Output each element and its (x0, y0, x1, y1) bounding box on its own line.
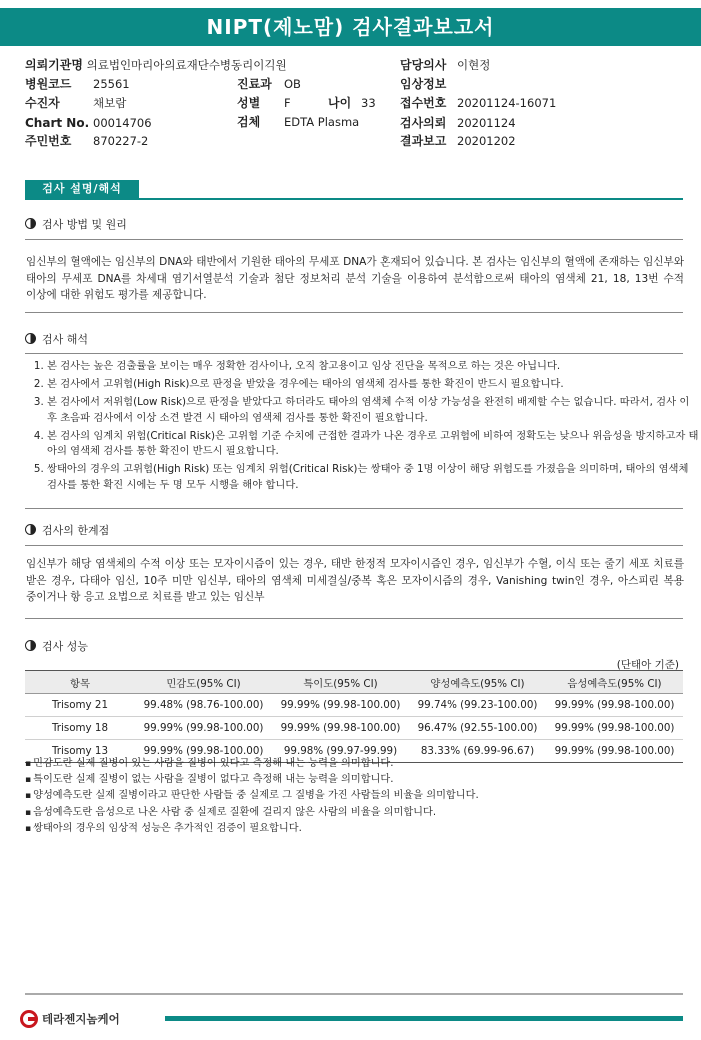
list-item: 5. 쌍태아의 경우의 고위험(High Risk) 또는 임계치 위험(Critical Risk)는 쌍태아 중 1명 이상이 해당 위험도를 가졌음을 의미하며, 태아의 염색체 검사를 통한 확진 시에는 두 명 모두 시행을 해야 합니다. (47, 462, 699, 493)
patient-field: 수진자 채보람 (25, 96, 127, 110)
table-cell: 99.74% (99.23-100.00) (409, 694, 546, 717)
column-header: 음성예측도(95% CI) (546, 671, 683, 694)
table-cell: 99.99% (99.98-100.00) (272, 717, 409, 740)
half-circle-icon (25, 640, 36, 651)
department-field: 진료과 OB (237, 77, 301, 91)
receipt-no-field: 접수번호 20201124-16071 (400, 96, 557, 110)
specimen-field: 검체 EDTA Plasma (237, 115, 360, 129)
age-field: 나이 33 (328, 96, 376, 110)
report-title: NIPT(제노맘) 검사결과보고서 (0, 8, 701, 46)
logo-icon (20, 1010, 38, 1028)
logo-text: 테라젠지놈케어 (42, 1012, 120, 1026)
table-cell: 99.99% (99.98-100.00) (135, 717, 272, 740)
method-text: 임신부의 혈액에는 임신부의 DNA와 태반에서 기원한 태아의 무세포 DNA가 혼재되어 있습니다. 본 검사는 임신부의 혈액에 존재하는 임신부와 태아의 무세포 DNA를 차세대 염기서열분석 기술과 첨단 정보처리 분석 기술을 이용하여 분석함으로써 태아의 염색체 21, 18, 13번 수적 이상에 대한 위험도 평가를 제공합니다. (26, 256, 684, 301)
performance-heading: 검사 성능 (25, 640, 88, 654)
table-cell: 83.33% (69.99-96.67) (409, 740, 546, 763)
half-circle-icon (25, 218, 36, 229)
table-row (25, 694, 683, 717)
table-cell: 99.99% (99.98-100.00) (546, 740, 683, 763)
divider (25, 545, 683, 546)
method-heading: 검사 방법 및 원리 (25, 218, 127, 232)
divider (25, 508, 683, 509)
list-item: 4. 본 검사의 임계치 위험(Critical Risk)은 고위험 기준 수치에 근접한 결과가 나온 경우로 고위험에 비하여 정확도는 낮으나 위음성을 방지하고자 태아의 염색체 검사를 통한 확진이 반드시 필요합니다. (47, 429, 699, 460)
table-cell: 99.99% (99.98-100.00) (272, 694, 409, 717)
list-item: 3. 본 검사에서 저위험(Low Risk)으로 판정을 받았다고 하더라도 태아의 염색체 수적 이상 가능성을 완전히 배제할 수는 없습니다. 따라서, 검사 이후 초음파 검사에서 이상 소견 발견 시 태아의 염색체 검사를 통한 확진이 필요합니다. (47, 395, 699, 426)
section-tab: 검사 설명/해석 (25, 180, 139, 198)
note-item: ▪ 쌍태아의 경우의 임상적 성능은 추가적인 검증이 필요합니다. (35, 821, 479, 837)
half-circle-icon (25, 524, 36, 535)
table-cell: 96.47% (92.55-100.00) (409, 717, 546, 740)
performance-table (25, 670, 683, 763)
clinical-info-field: 임상정보 (400, 77, 447, 91)
request-date-field: 검사의뢰 20201124 (400, 116, 516, 130)
note-item: ▪ 음성예측도란 음성으로 나온 사람 중 실제로 질환에 걸리지 않은 사람의 비율을 의미합니다. (35, 805, 479, 821)
table-cell: 99.99% (99.98-100.00) (135, 740, 272, 763)
list-item: 1. 본 검사는 높은 검출률을 보이는 매우 정확한 검사이나, 오직 참고용이고 임상 진단을 목적으로 하는 것은 아닙니다. (47, 359, 699, 375)
company-logo (20, 1009, 120, 1029)
divider (25, 353, 683, 354)
table-cell: Trisomy 21 (25, 694, 135, 717)
unit-note: (단태아 기준) (616, 659, 679, 671)
divider (25, 239, 683, 240)
footer-divider (25, 993, 683, 995)
list-item: 2. 본 검사에서 고위험(High Risk)으로 판정을 받았을 경우에는 태아의 염색체 검사를 통한 확진이 반드시 필요합니다. (47, 377, 699, 393)
table-cell: Trisomy 13 (25, 740, 135, 763)
column-header: 항목 (25, 671, 135, 694)
divider (25, 312, 683, 313)
limitations-heading: 검사의 한계점 (25, 524, 109, 538)
note-item: ▪ 양성예측도란 실제 질병이라고 판단한 사람들 중 실제로 그 질병을 가진 사람들의 비율을 의미합니다. (35, 788, 479, 804)
sex-field: 성별 F (237, 96, 291, 110)
hospital-code-field: 병원코드 25561 (25, 77, 130, 91)
column-header: 양성예측도(95% CI) (409, 671, 546, 694)
doctor-field: 담당의사 이현정 (400, 58, 491, 72)
footer-accent-bar (165, 1016, 683, 1021)
table-cell: 99.99% (99.98-100.00) (546, 717, 683, 740)
limitations-text: 임신부가 해당 염색체의 수적 이상 또는 모자이시즘이 있는 경우, 태반 한정적 모자이시즘인 경우, 임신부가 수혈, 이식 또는 줄기 세포 치료를 받은 경우, 다태아 임신, 10주 미만 임신부, 태아의 염색체 미세결실/중복 혹은 모자이시즘의 경우, Vanishing twin인 경우, 아스피린 복용 중이거나 항 응고 요법으로 치료를 받고 있는 임신부 (26, 558, 684, 603)
column-header: 특이도(95% CI) (272, 671, 409, 694)
performance-notes (25, 756, 479, 837)
half-circle-icon (25, 333, 36, 344)
table-cell: Trisomy 18 (25, 717, 135, 740)
column-header: 민감도(95% CI) (135, 671, 272, 694)
note-item: ▪ 민감도란 실제 질병이 있는 사람을 질병이 있다고 측정해 내는 능력을 의미합니다. (35, 756, 479, 772)
chart-no-field: Chart No. 00014706 (25, 116, 152, 130)
table-cell: 99.99% (99.98-100.00) (546, 694, 683, 717)
interpretation-heading: 검사 해석 (25, 333, 88, 347)
table-header-row (25, 671, 683, 694)
interpretation-list (26, 359, 699, 496)
table-cell: 99.98% (99.97-99.99) (272, 740, 409, 763)
report-date-field: 결과보고 20201202 (400, 134, 516, 148)
table-cell: 99.48% (98.76-100.00) (135, 694, 272, 717)
divider (25, 618, 683, 619)
section-tab-line (25, 198, 683, 200)
table-row (25, 717, 683, 740)
resident-no-field: 주민번호 870227-2 (25, 134, 149, 148)
note-item: ▪ 특이도란 실제 질병이 없는 사람을 질병이 없다고 측정해 내는 능력을 의미합니다. (35, 772, 479, 788)
institution-field: 의뢰기관명 의료법인마리아의료재단수병동리이긱원 (25, 58, 287, 72)
